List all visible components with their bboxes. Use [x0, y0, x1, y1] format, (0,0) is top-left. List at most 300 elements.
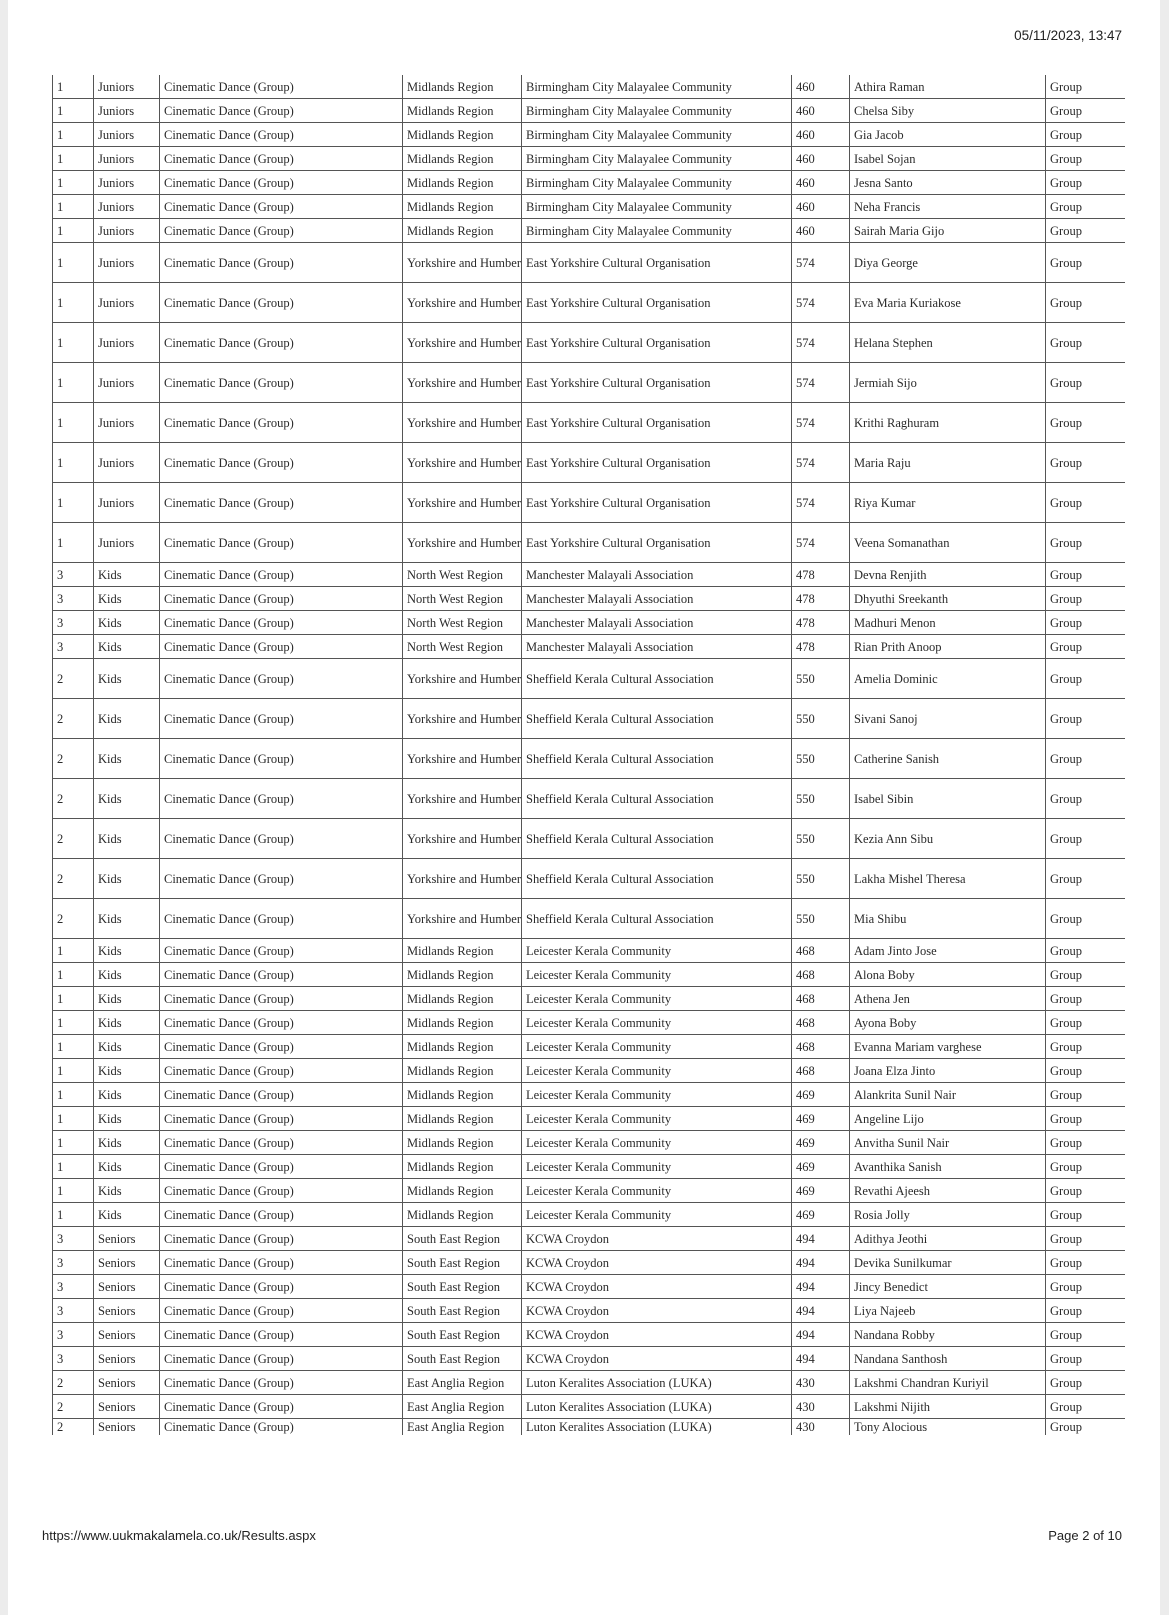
chest-number-cell: 469 [792, 1107, 850, 1131]
position-cell: 1 [53, 123, 94, 147]
event-cell: Cinematic Dance (Group) [160, 1011, 403, 1035]
table-row [53, 1347, 1125, 1371]
entry-type-cell: Group [1046, 363, 1125, 403]
association-cell: KCWA Croydon [522, 1323, 792, 1347]
chest-number-cell: 574 [792, 523, 850, 563]
participant-name-cell: Rosia Jolly [850, 1203, 1046, 1227]
association-cell: Birmingham City Malayalee Community [522, 219, 792, 243]
region-cell: Yorkshire and Humber [403, 699, 522, 739]
association-cell: Sheffield Kerala Cultural Association [522, 659, 792, 699]
association-cell: Leicester Kerala Community [522, 1179, 792, 1203]
position-cell: 1 [53, 75, 94, 99]
entry-type-cell: Group [1046, 1347, 1125, 1371]
category-cell: Seniors [94, 1323, 160, 1347]
position-cell: 3 [53, 635, 94, 659]
category-cell: Kids [94, 987, 160, 1011]
entry-type-cell: Group [1046, 1299, 1125, 1323]
participant-name-cell: Adithya Jeothi [850, 1227, 1046, 1251]
table-row [53, 1179, 1125, 1203]
event-cell: Cinematic Dance (Group) [160, 587, 403, 611]
position-cell: 1 [53, 403, 94, 443]
association-cell: Leicester Kerala Community [522, 1011, 792, 1035]
category-cell: Juniors [94, 195, 160, 219]
event-cell: Cinematic Dance (Group) [160, 195, 403, 219]
region-cell: East Anglia Region [403, 1371, 522, 1395]
category-cell: Juniors [94, 219, 160, 243]
position-cell: 2 [53, 1371, 94, 1395]
position-cell: 1 [53, 939, 94, 963]
event-cell: Cinematic Dance (Group) [160, 283, 403, 323]
association-cell: Sheffield Kerala Cultural Association [522, 819, 792, 859]
region-cell: Midlands Region [403, 147, 522, 171]
entry-type-cell: Group [1046, 1155, 1125, 1179]
region-cell: Yorkshire and Humber [403, 323, 522, 363]
region-cell: Midlands Region [403, 963, 522, 987]
table-row [53, 403, 1125, 443]
entry-type-cell: Group [1046, 899, 1125, 939]
participant-name-cell: Madhuri Menon [850, 611, 1046, 635]
position-cell: 1 [53, 243, 94, 283]
association-cell: KCWA Croydon [522, 1347, 792, 1371]
region-cell: Midlands Region [403, 1107, 522, 1131]
chest-number-cell: 478 [792, 611, 850, 635]
category-cell: Kids [94, 899, 160, 939]
association-cell: Sheffield Kerala Cultural Association [522, 899, 792, 939]
entry-type-cell: Group [1046, 283, 1125, 323]
chest-number-cell: 460 [792, 123, 850, 147]
category-cell: Kids [94, 963, 160, 987]
association-cell: Sheffield Kerala Cultural Association [522, 739, 792, 779]
participant-name-cell: Veena Somanathan [850, 523, 1046, 563]
position-cell: 1 [53, 1035, 94, 1059]
table-row [53, 739, 1125, 779]
association-cell: KCWA Croydon [522, 1275, 792, 1299]
event-cell: Cinematic Dance (Group) [160, 1131, 403, 1155]
entry-type-cell: Group [1046, 1131, 1125, 1155]
participant-name-cell: Revathi Ajeesh [850, 1179, 1046, 1203]
association-cell: Manchester Malayali Association [522, 563, 792, 587]
association-cell: Manchester Malayali Association [522, 635, 792, 659]
association-cell: Sheffield Kerala Cultural Association [522, 859, 792, 899]
category-cell: Kids [94, 739, 160, 779]
category-cell: Juniors [94, 443, 160, 483]
region-cell: Midlands Region [403, 219, 522, 243]
entry-type-cell: Group [1046, 1227, 1125, 1251]
chest-number-cell: 469 [792, 1179, 850, 1203]
region-cell: Midlands Region [403, 1155, 522, 1179]
participant-name-cell: Sairah Maria Gijo [850, 219, 1046, 243]
event-cell: Cinematic Dance (Group) [160, 819, 403, 859]
chest-number-cell: 574 [792, 243, 850, 283]
position-cell: 1 [53, 1107, 94, 1131]
chest-number-cell: 468 [792, 1011, 850, 1035]
table-row [53, 1323, 1125, 1347]
position-cell: 1 [53, 1083, 94, 1107]
participant-name-cell: Athena Jen [850, 987, 1046, 1011]
chest-number-cell: 468 [792, 939, 850, 963]
event-cell: Cinematic Dance (Group) [160, 147, 403, 171]
entry-type-cell: Group [1046, 859, 1125, 899]
position-cell: 1 [53, 99, 94, 123]
participant-name-cell: Liya Najeeb [850, 1299, 1046, 1323]
position-cell: 2 [53, 819, 94, 859]
region-cell: Midlands Region [403, 1059, 522, 1083]
chest-number-cell: 494 [792, 1323, 850, 1347]
table-row [53, 219, 1125, 243]
association-cell: Luton Keralites Association (LUKA) [522, 1419, 792, 1436]
association-cell: Luton Keralites Association (LUKA) [522, 1395, 792, 1419]
category-cell: Juniors [94, 323, 160, 363]
participant-name-cell: Helana Stephen [850, 323, 1046, 363]
table-row [53, 1395, 1125, 1419]
event-cell: Cinematic Dance (Group) [160, 563, 403, 587]
entry-type-cell: Group [1046, 659, 1125, 699]
region-cell: Midlands Region [403, 939, 522, 963]
region-cell: Midlands Region [403, 171, 522, 195]
region-cell: North West Region [403, 635, 522, 659]
position-cell: 1 [53, 1059, 94, 1083]
table-row [53, 1275, 1125, 1299]
position-cell: 1 [53, 523, 94, 563]
entry-type-cell: Group [1046, 147, 1125, 171]
position-cell: 3 [53, 1251, 94, 1275]
entry-type-cell: Group [1046, 1275, 1125, 1299]
table-row [53, 283, 1125, 323]
table-row [53, 123, 1125, 147]
entry-type-cell: Group [1046, 1203, 1125, 1227]
category-cell: Juniors [94, 523, 160, 563]
region-cell: South East Region [403, 1299, 522, 1323]
entry-type-cell: Group [1046, 963, 1125, 987]
table-row [53, 1299, 1125, 1323]
participant-name-cell: Lakshmi Nijith [850, 1395, 1046, 1419]
position-cell: 3 [53, 1227, 94, 1251]
chest-number-cell: 574 [792, 443, 850, 483]
position-cell: 1 [53, 963, 94, 987]
entry-type-cell: Group [1046, 123, 1125, 147]
association-cell: Luton Keralites Association (LUKA) [522, 1371, 792, 1395]
chest-number-cell: 460 [792, 195, 850, 219]
category-cell: Kids [94, 1155, 160, 1179]
participant-name-cell: Lakha Mishel Theresa [850, 859, 1046, 899]
table-row [53, 1131, 1125, 1155]
position-cell: 1 [53, 363, 94, 403]
participant-name-cell: Isabel Sibin [850, 779, 1046, 819]
position-cell: 2 [53, 659, 94, 699]
association-cell: East Yorkshire Cultural Organisation [522, 523, 792, 563]
event-cell: Cinematic Dance (Group) [160, 1299, 403, 1323]
category-cell: Juniors [94, 171, 160, 195]
association-cell: Leicester Kerala Community [522, 1203, 792, 1227]
table-row [53, 563, 1125, 587]
table-row [53, 1083, 1125, 1107]
association-cell: East Yorkshire Cultural Organisation [522, 483, 792, 523]
region-cell: Yorkshire and Humber [403, 659, 522, 699]
event-cell: Cinematic Dance (Group) [160, 243, 403, 283]
chest-number-cell: 494 [792, 1275, 850, 1299]
position-cell: 1 [53, 323, 94, 363]
region-cell: Yorkshire and Humber [403, 243, 522, 283]
position-cell: 1 [53, 219, 94, 243]
participant-name-cell: Eva Maria Kuriakose [850, 283, 1046, 323]
table-row [53, 1059, 1125, 1083]
entry-type-cell: Group [1046, 443, 1125, 483]
category-cell: Juniors [94, 243, 160, 283]
event-cell: Cinematic Dance (Group) [160, 1251, 403, 1275]
position-cell: 2 [53, 739, 94, 779]
entry-type-cell: Group [1046, 99, 1125, 123]
chest-number-cell: 430 [792, 1395, 850, 1419]
table-row [53, 99, 1125, 123]
participant-name-cell: Alona Boby [850, 963, 1046, 987]
participant-name-cell: Ayona Boby [850, 1011, 1046, 1035]
position-cell: 3 [53, 1347, 94, 1371]
category-cell: Seniors [94, 1347, 160, 1371]
entry-type-cell: Group [1046, 1179, 1125, 1203]
region-cell: East Anglia Region [403, 1395, 522, 1419]
position-cell: 1 [53, 483, 94, 523]
position-cell: 1 [53, 1179, 94, 1203]
entry-type-cell: Group [1046, 1035, 1125, 1059]
participant-name-cell: Riya Kumar [850, 483, 1046, 523]
entry-type-cell: Group [1046, 1107, 1125, 1131]
chest-number-cell: 469 [792, 1155, 850, 1179]
chest-number-cell: 478 [792, 587, 850, 611]
participant-name-cell: Devna Renjith [850, 563, 1046, 587]
category-cell: Seniors [94, 1371, 160, 1395]
participant-name-cell: Lakshmi Chandran Kuriyil [850, 1371, 1046, 1395]
position-cell: 1 [53, 147, 94, 171]
chest-number-cell: 550 [792, 739, 850, 779]
participant-name-cell: Angeline Lijo [850, 1107, 1046, 1131]
event-cell: Cinematic Dance (Group) [160, 987, 403, 1011]
association-cell: East Yorkshire Cultural Organisation [522, 363, 792, 403]
participant-name-cell: Neha Francis [850, 195, 1046, 219]
participant-name-cell: Nandana Robby [850, 1323, 1046, 1347]
table-row [53, 243, 1125, 283]
category-cell: Juniors [94, 403, 160, 443]
region-cell: South East Region [403, 1323, 522, 1347]
entry-type-cell: Group [1046, 939, 1125, 963]
region-cell: Midlands Region [403, 75, 522, 99]
association-cell: Leicester Kerala Community [522, 987, 792, 1011]
participant-name-cell: Maria Raju [850, 443, 1046, 483]
participant-name-cell: Nandana Santhosh [850, 1347, 1046, 1371]
chest-number-cell: 430 [792, 1371, 850, 1395]
position-cell: 2 [53, 779, 94, 819]
event-cell: Cinematic Dance (Group) [160, 523, 403, 563]
event-cell: Cinematic Dance (Group) [160, 483, 403, 523]
category-cell: Seniors [94, 1299, 160, 1323]
chest-number-cell: 460 [792, 219, 850, 243]
category-cell: Seniors [94, 1419, 160, 1436]
position-cell: 1 [53, 171, 94, 195]
position-cell: 3 [53, 563, 94, 587]
participant-name-cell: Dhyuthi Sreekanth [850, 587, 1046, 611]
chest-number-cell: 469 [792, 1083, 850, 1107]
region-cell: Yorkshire and Humber [403, 779, 522, 819]
table-row [53, 1011, 1125, 1035]
category-cell: Kids [94, 699, 160, 739]
event-cell: Cinematic Dance (Group) [160, 1227, 403, 1251]
participant-name-cell: Kezia Ann Sibu [850, 819, 1046, 859]
event-cell: Cinematic Dance (Group) [160, 1083, 403, 1107]
association-cell: Manchester Malayali Association [522, 587, 792, 611]
category-cell: Juniors [94, 283, 160, 323]
table-row [53, 363, 1125, 403]
association-cell: Birmingham City Malayalee Community [522, 147, 792, 171]
association-cell: Sheffield Kerala Cultural Association [522, 779, 792, 819]
participant-name-cell: Chelsa Siby [850, 99, 1046, 123]
association-cell: Birmingham City Malayalee Community [522, 75, 792, 99]
category-cell: Juniors [94, 363, 160, 403]
association-cell: Birmingham City Malayalee Community [522, 123, 792, 147]
event-cell: Cinematic Dance (Group) [160, 363, 403, 403]
chest-number-cell: 478 [792, 563, 850, 587]
position-cell: 2 [53, 899, 94, 939]
category-cell: Juniors [94, 483, 160, 523]
category-cell: Kids [94, 611, 160, 635]
position-cell: 3 [53, 611, 94, 635]
table-row [53, 587, 1125, 611]
participant-name-cell: Jincy Benedict [850, 1275, 1046, 1299]
participant-name-cell: Avanthika Sanish [850, 1155, 1046, 1179]
event-cell: Cinematic Dance (Group) [160, 443, 403, 483]
region-cell: Yorkshire and Humber [403, 819, 522, 859]
chest-number-cell: 550 [792, 659, 850, 699]
event-cell: Cinematic Dance (Group) [160, 899, 403, 939]
region-cell: Midlands Region [403, 987, 522, 1011]
table-row [53, 899, 1125, 939]
entry-type-cell: Group [1046, 1251, 1125, 1275]
table-row [53, 523, 1125, 563]
category-cell: Kids [94, 1083, 160, 1107]
print-timestamp: 05/11/2023, 13:47 [1014, 28, 1122, 43]
table-row [53, 323, 1125, 363]
region-cell: Yorkshire and Humber [403, 443, 522, 483]
table-row [53, 1155, 1125, 1179]
category-cell: Kids [94, 1035, 160, 1059]
category-cell: Seniors [94, 1251, 160, 1275]
region-cell: South East Region [403, 1227, 522, 1251]
entry-type-cell: Group [1046, 403, 1125, 443]
table-row [53, 1107, 1125, 1131]
participant-name-cell: Amelia Dominic [850, 659, 1046, 699]
association-cell: Leicester Kerala Community [522, 1131, 792, 1155]
participant-name-cell: Joana Elza Jinto [850, 1059, 1046, 1083]
category-cell: Juniors [94, 99, 160, 123]
region-cell: Midlands Region [403, 1035, 522, 1059]
event-cell: Cinematic Dance (Group) [160, 171, 403, 195]
region-cell: South East Region [403, 1275, 522, 1299]
table-row [53, 939, 1125, 963]
participant-name-cell: Jermiah Sijo [850, 363, 1046, 403]
entry-type-cell: Group [1046, 483, 1125, 523]
table-row [53, 699, 1125, 739]
entry-type-cell: Group [1046, 987, 1125, 1011]
entry-type-cell: Group [1046, 779, 1125, 819]
category-cell: Kids [94, 1107, 160, 1131]
position-cell: 3 [53, 1323, 94, 1347]
category-cell: Seniors [94, 1227, 160, 1251]
table-row [53, 195, 1125, 219]
event-cell: Cinematic Dance (Group) [160, 635, 403, 659]
category-cell: Kids [94, 659, 160, 699]
table-row [53, 1035, 1125, 1059]
table-row [53, 483, 1125, 523]
association-cell: East Yorkshire Cultural Organisation [522, 243, 792, 283]
position-cell: 1 [53, 1155, 94, 1179]
table-row [53, 635, 1125, 659]
region-cell: Yorkshire and Humber [403, 403, 522, 443]
position-cell: 3 [53, 587, 94, 611]
region-cell: Midlands Region [403, 1011, 522, 1035]
event-cell: Cinematic Dance (Group) [160, 1059, 403, 1083]
association-cell: Leicester Kerala Community [522, 1155, 792, 1179]
chest-number-cell: 550 [792, 779, 850, 819]
association-cell: KCWA Croydon [522, 1227, 792, 1251]
participant-name-cell: Sivani Sanoj [850, 699, 1046, 739]
category-cell: Juniors [94, 123, 160, 147]
entry-type-cell: Group [1046, 1371, 1125, 1395]
entry-type-cell: Group [1046, 219, 1125, 243]
region-cell: Yorkshire and Humber [403, 523, 522, 563]
entry-type-cell: Group [1046, 1059, 1125, 1083]
association-cell: Leicester Kerala Community [522, 1083, 792, 1107]
chest-number-cell: 494 [792, 1227, 850, 1251]
region-cell: South East Region [403, 1251, 522, 1275]
participant-name-cell: Rian Prith Anoop [850, 635, 1046, 659]
chest-number-cell: 460 [792, 147, 850, 171]
event-cell: Cinematic Dance (Group) [160, 659, 403, 699]
association-cell: East Yorkshire Cultural Organisation [522, 323, 792, 363]
entry-type-cell: Group [1046, 171, 1125, 195]
position-cell: 1 [53, 1131, 94, 1155]
chest-number-cell: 494 [792, 1347, 850, 1371]
chest-number-cell: 550 [792, 859, 850, 899]
event-cell: Cinematic Dance (Group) [160, 1107, 403, 1131]
table-row [53, 171, 1125, 195]
entry-type-cell: Group [1046, 1323, 1125, 1347]
chest-number-cell: 468 [792, 1059, 850, 1083]
position-cell: 2 [53, 699, 94, 739]
chest-number-cell: 468 [792, 987, 850, 1011]
page-url: https://www.uukmakalamela.co.uk/Results.aspx [42, 1528, 316, 1543]
position-cell: 1 [53, 1203, 94, 1227]
association-cell: KCWA Croydon [522, 1299, 792, 1323]
participant-name-cell: Diya George [850, 243, 1046, 283]
category-cell: Kids [94, 563, 160, 587]
association-cell: Birmingham City Malayalee Community [522, 195, 792, 219]
event-cell: Cinematic Dance (Group) [160, 1395, 403, 1419]
region-cell: Yorkshire and Humber [403, 283, 522, 323]
event-cell: Cinematic Dance (Group) [160, 1371, 403, 1395]
association-cell: KCWA Croydon [522, 1251, 792, 1275]
chest-number-cell: 574 [792, 283, 850, 323]
participant-name-cell: Krithi Raghuram [850, 403, 1046, 443]
association-cell: Sheffield Kerala Cultural Association [522, 699, 792, 739]
participant-name-cell: Catherine Sanish [850, 739, 1046, 779]
entry-type-cell: Group [1046, 195, 1125, 219]
participant-name-cell: Devika Sunilkumar [850, 1251, 1046, 1275]
chest-number-cell: 469 [792, 1203, 850, 1227]
category-cell: Kids [94, 1131, 160, 1155]
chest-number-cell: 468 [792, 963, 850, 987]
position-cell: 1 [53, 443, 94, 483]
association-cell: Leicester Kerala Community [522, 1035, 792, 1059]
event-cell: Cinematic Dance (Group) [160, 1203, 403, 1227]
association-cell: Birmingham City Malayalee Community [522, 171, 792, 195]
